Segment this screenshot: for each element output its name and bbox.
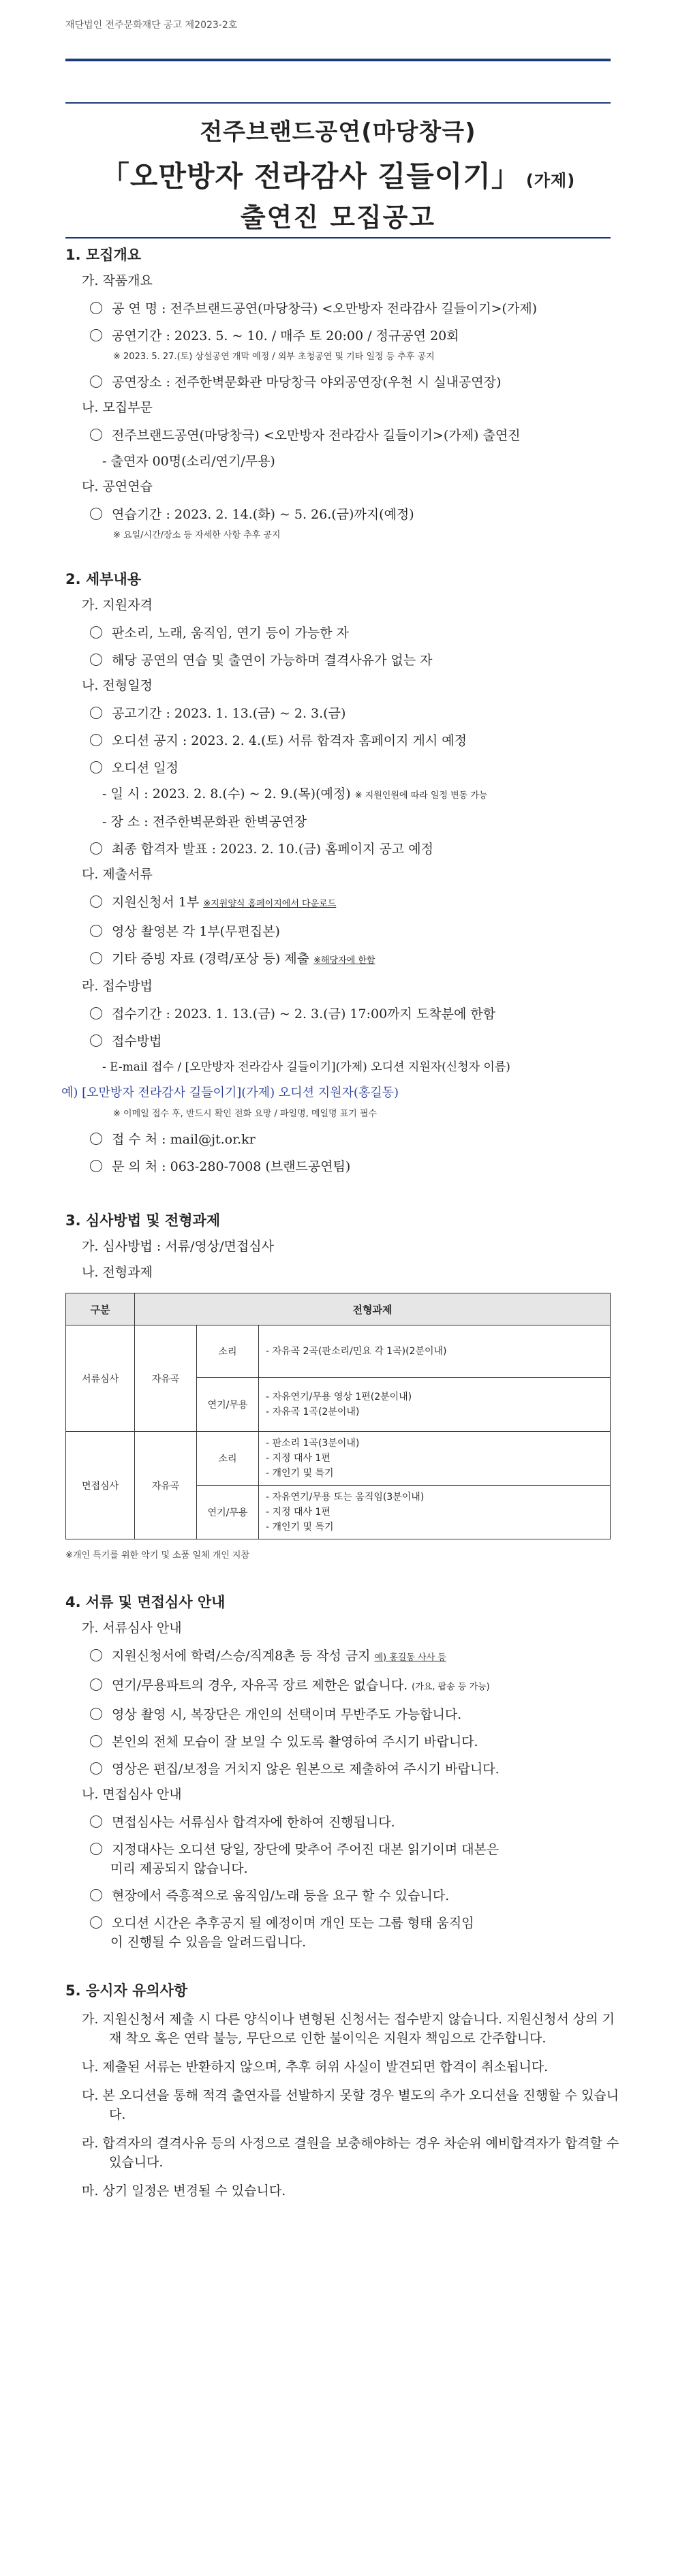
list-item: 영상은 편집/보정을 거치지 않은 원본으로 제출하여 주시기 바랍니다. xyxy=(90,1760,624,1778)
inline-note: ※지원양식 홈페이지에서 다운로드 xyxy=(203,899,337,909)
section-4 xyxy=(65,1593,624,1951)
dash-item: - 일 시 : 2023. 2. 8.(수) ~ 2. 9.(목)(예정) ※ 지원인원에 따라 일정 변동 가능 xyxy=(102,786,488,801)
list-item: 연습기간 : 2023. 2. 14.(화) ~ 5. 26.(금)까지(예정) xyxy=(90,506,624,523)
list-item-continuation: 미리 제공되지 않습니다. xyxy=(110,1861,248,1876)
list-item: 공 연 명 : 전주브랜드공연(마당창극) <오만방자 전라감사 길들이기>(가제) xyxy=(90,300,624,318)
list-item: 해당 공연의 연습 및 출연이 가능하며 결격사유가 없는 자 xyxy=(90,651,624,669)
table-cell: - 자유곡 2곡(판소리/민요 각 1곡)(2분이내) xyxy=(259,1325,611,1378)
circle-bullet-icon xyxy=(90,1889,102,1901)
list-item: 접수방법 xyxy=(90,1032,624,1050)
table-cell: 소리 xyxy=(197,1325,259,1378)
section-2 xyxy=(61,570,624,1176)
task-line: - 개인기 및 특기 xyxy=(266,1522,334,1533)
inline-note: (가요, 팝송 등 가능) xyxy=(412,1682,490,1692)
title-main: 「오만방자 전라감사 길들이기」 xyxy=(100,159,521,193)
list-item: 지원신청서에 학력/스승/직계8촌 등 작성 금지 예) 홍길동 사사 등 xyxy=(90,1647,624,1667)
list-item: 현장에서 즉흥적으로 움직임/노래 등을 요구 할 수 있습니다. xyxy=(90,1887,624,1905)
list-item: 오디션 시간은 추후공지 될 예정이며 개인 또는 그룹 형태 움직임 xyxy=(90,1914,624,1932)
list-item: 영상 촬영 시, 복장단은 개인의 선택이며 무반주도 가능합니다. xyxy=(90,1706,624,1723)
task-line: - 지정 대사 1편 xyxy=(266,1453,331,1464)
contact-phone: 문 의 처 : 063-280-7008 (브랜드공연팀) xyxy=(112,1159,351,1174)
caution-paragraph: 가. 지원신청서 제출 시 다른 양식이나 변형된 신청서는 접수받지 않습니다. 지원신청서 상의 기재 착오 혹은 연락 불능, 무단으로 인한 불이익은 지원자 책임으로 간주합니다. xyxy=(82,2012,615,2046)
circle-bullet-icon xyxy=(90,1649,102,1661)
inline-note: 예) 홍길동 사사 등 xyxy=(374,1653,446,1663)
subsection-title: 가. 지원자격 xyxy=(82,598,153,613)
caution-paragraph: 마. 상기 일정은 변경될 수 있습니다. xyxy=(82,2183,286,2198)
list-item: 본인의 전체 모습이 잘 보일 수 있도록 촬영하여 주시기 바랍니다. xyxy=(90,1733,624,1751)
table-row xyxy=(66,1432,611,1486)
list-item: 영상 촬영본 각 1부(무편집본) xyxy=(90,923,624,940)
list-item: 공연장소 : 전주한벽문화관 마당창극 야외공연장(우천 시 실내공연장) xyxy=(90,373,624,391)
example-line: 예) [오만방자 전라감사 길들이기](가제) 오디션 지원자(홍길동) xyxy=(61,1086,399,1100)
caution-paragraph: 라. 합격자의 결격사유 등의 사정으로 결원을 보충해야하는 경우 차순위 예비합격자가 합격할 수 있습니다. xyxy=(82,2136,619,2170)
table-cell: 서류심사 xyxy=(66,1325,135,1432)
table-header: 구분 xyxy=(66,1293,135,1325)
circle-bullet-icon xyxy=(90,1678,102,1691)
caution-paragraph: 다. 본 오디션을 통해 적격 출연자를 선발하지 못할 경우 별도의 추가 오디션을 진행할 수 있습니다. xyxy=(82,2088,619,2122)
circle-bullet-icon xyxy=(90,707,102,719)
inline-note: ※해당자에 한함 xyxy=(313,955,375,966)
circle-bullet-icon xyxy=(90,1735,102,1747)
table-note: ※개인 특기를 위한 악기 및 소품 일체 개인 지참 xyxy=(65,1550,249,1561)
table-cell: 자유곡 xyxy=(135,1432,197,1539)
list-item-continuation: 이 진행될 수 있음을 알려드립니다. xyxy=(110,1935,307,1950)
list-item: 공연기간 : 2023. 5. ~ 10. / 매주 토 20:00 / 정규공연 20회 xyxy=(90,327,624,345)
table-row xyxy=(66,1325,611,1378)
section-title: 3. 심사방법 및 전형과제 xyxy=(65,1212,221,1229)
circle-bullet-icon xyxy=(90,429,102,441)
notice-number: 재단법인 전주문화재단 공고 제2023-2호 xyxy=(65,20,238,31)
circle-bullet-icon xyxy=(90,761,102,773)
circle-bullet-icon xyxy=(90,1815,102,1828)
circle-bullet-icon xyxy=(90,1133,102,1145)
list-item xyxy=(90,1158,624,1176)
table-cell: 소리 xyxy=(197,1432,259,1486)
list-item: 지원신청서 1부 ※지원양식 홈페이지에서 다운로드 xyxy=(90,893,624,913)
note: ※ 이메일 접수 후, 반드시 확인 전화 요망 / 파일명, 메일명 표기 필수 xyxy=(113,1109,378,1119)
section-5 xyxy=(65,1981,624,2201)
dash-item: - 장 소 : 전주한벽문화관 한벽공연장 xyxy=(102,814,307,829)
circle-bullet-icon xyxy=(90,375,102,388)
circle-bullet-icon xyxy=(90,734,102,746)
list-item: 전주브랜드공연(마당창극) <오만방자 전라감사 길들이기>(가제) 출연진 xyxy=(90,427,624,444)
list-item: 연기/무용파트의 경우, 자유곡 장르 제한은 없습니다. (가요, 팝송 등 가능) xyxy=(90,1676,624,1696)
subsection-title: 가. 심사방법 : 서류/영상/면접심사 xyxy=(82,1239,274,1254)
circle-bullet-icon xyxy=(90,842,102,855)
list-item: 오디션 일정 xyxy=(90,759,624,777)
subsection-title: 나. 전형일정 xyxy=(82,678,153,693)
table-cell: 자유곡 xyxy=(135,1325,197,1432)
table-cell: 연기/무용 xyxy=(197,1486,259,1539)
title-top-rule xyxy=(65,59,611,61)
table-cell xyxy=(259,1378,611,1432)
section-title: 1. 모집개요 xyxy=(65,247,142,263)
table-header-row xyxy=(66,1293,611,1325)
evaluation-table xyxy=(65,1293,611,1539)
caution-paragraph: 나. 제출된 서류는 반환하지 않으며, 추후 허위 사실이 발견되면 합격이 취소됩니다. xyxy=(82,2059,549,2074)
subsection-title: 다. 제출서류 xyxy=(82,867,153,882)
list-item: 지정대사는 오디션 당일, 장단에 맞추어 주어진 대본 읽기이며 대본은 xyxy=(90,1841,624,1858)
circle-bullet-icon xyxy=(90,654,102,666)
title-line-1: 전주브랜드공연(마당창극) xyxy=(200,119,476,146)
inline-note: ※ 지원인원에 따라 일정 변동 가능 xyxy=(354,791,488,801)
list-item: 공고기간 : 2023. 1. 13.(금) ~ 2. 3.(금) xyxy=(90,705,624,722)
title-line-3: 출연진 모집공고 xyxy=(240,202,436,232)
notice-body xyxy=(61,245,624,2201)
table-cell: 연기/무용 xyxy=(197,1378,259,1432)
list-item: 접수기간 : 2023. 1. 13.(금) ~ 2. 3.(금) 17:00까지 도착분에 한함 xyxy=(90,1005,624,1023)
subsection-title: 다. 공연연습 xyxy=(82,479,153,494)
task-line: - 지정 대사 1편 xyxy=(266,1507,331,1518)
task-line: - 개인기 및 특기 xyxy=(266,1468,334,1479)
section-3 xyxy=(65,1211,624,1563)
subsection-title: 가. 서류심사 안내 xyxy=(82,1621,182,1636)
subsection-title: 나. 면접심사 안내 xyxy=(82,1787,182,1802)
subsection-title: 라. 접수방법 xyxy=(82,979,153,994)
note: ※ 요일/시간/장소 등 자세한 사항 추후 공지 xyxy=(113,530,281,540)
subsection-title: 나. 전형과제 xyxy=(82,1265,153,1280)
section-title: 4. 서류 및 면접심사 안내 xyxy=(65,1594,226,1610)
email-link[interactable]: 접 수 처 : mail@jt.or.kr xyxy=(112,1132,256,1147)
list-item: 최종 합격자 발표 : 2023. 2. 10.(금) 홈페이지 공고 예정 xyxy=(90,840,624,858)
circle-bullet-icon xyxy=(90,302,102,314)
circle-bullet-icon xyxy=(90,1916,102,1929)
circle-bullet-icon xyxy=(90,1007,102,1019)
section-1 xyxy=(65,245,624,542)
title-tentative: (가제) xyxy=(525,171,576,190)
task-line: - 자유연기/무용 또는 움직임(3분이내) xyxy=(266,1492,425,1503)
section-title: 2. 세부내용 xyxy=(65,571,142,587)
circle-bullet-icon xyxy=(90,1762,102,1775)
title-bottom-rule xyxy=(65,237,611,239)
task-line: - 자유곡 1곡(2분이내) xyxy=(266,1407,360,1417)
circle-bullet-icon xyxy=(90,925,102,937)
task-line: - 자유연기/무용 영상 1편(2분이내) xyxy=(266,1392,412,1402)
circle-bullet-icon xyxy=(90,1160,102,1172)
title-rule-2 xyxy=(65,102,611,104)
list-item: 오디션 공지 : 2023. 2. 4.(토) 서류 합격자 홈페이지 게시 예정 xyxy=(90,732,624,750)
section-title: 5. 응시자 유의사항 xyxy=(65,1982,188,1999)
circle-bullet-icon xyxy=(90,1843,102,1855)
table-header: 전형과제 xyxy=(135,1293,611,1325)
circle-bullet-icon xyxy=(90,1708,102,1720)
list-item xyxy=(90,1131,624,1148)
task-line: - 판소리 1곡(3분이내) xyxy=(266,1438,360,1449)
circle-bullet-icon xyxy=(90,1034,102,1047)
table-cell: 면접심사 xyxy=(66,1432,135,1539)
dash-item: - 출연자 00명(소리/연기/무용) xyxy=(102,454,275,469)
dash-item: - E-mail 접수 / [오만방자 전라감사 길들이기](가제) 오디션 지원자(신청자 이름) xyxy=(102,1060,510,1074)
subsection-title: 나. 모집부문 xyxy=(82,400,153,415)
circle-bullet-icon xyxy=(90,952,102,964)
table-cell xyxy=(259,1432,611,1486)
list-item: 면접심사는 서류심사 합격자에 한하여 진행됩니다. xyxy=(90,1813,624,1831)
table-cell xyxy=(259,1486,611,1539)
circle-bullet-icon xyxy=(90,329,102,341)
title-line-2 xyxy=(65,154,611,195)
circle-bullet-icon xyxy=(90,626,102,639)
subsection-title: 가. 작품개요 xyxy=(82,273,153,288)
circle-bullet-icon xyxy=(90,508,102,520)
note: ※ 2023. 5. 27.(토) 상설공연 개막 예정 / 외부 초청공연 및 기타 일정 등 추후 공지 xyxy=(113,352,435,362)
list-item: 판소리, 노래, 움직임, 연기 등이 가능한 자 xyxy=(90,624,624,642)
circle-bullet-icon xyxy=(90,895,102,908)
list-item: 기타 증빙 자료 (경력/포상 등) 제출 ※해당자에 한함 xyxy=(90,950,624,970)
